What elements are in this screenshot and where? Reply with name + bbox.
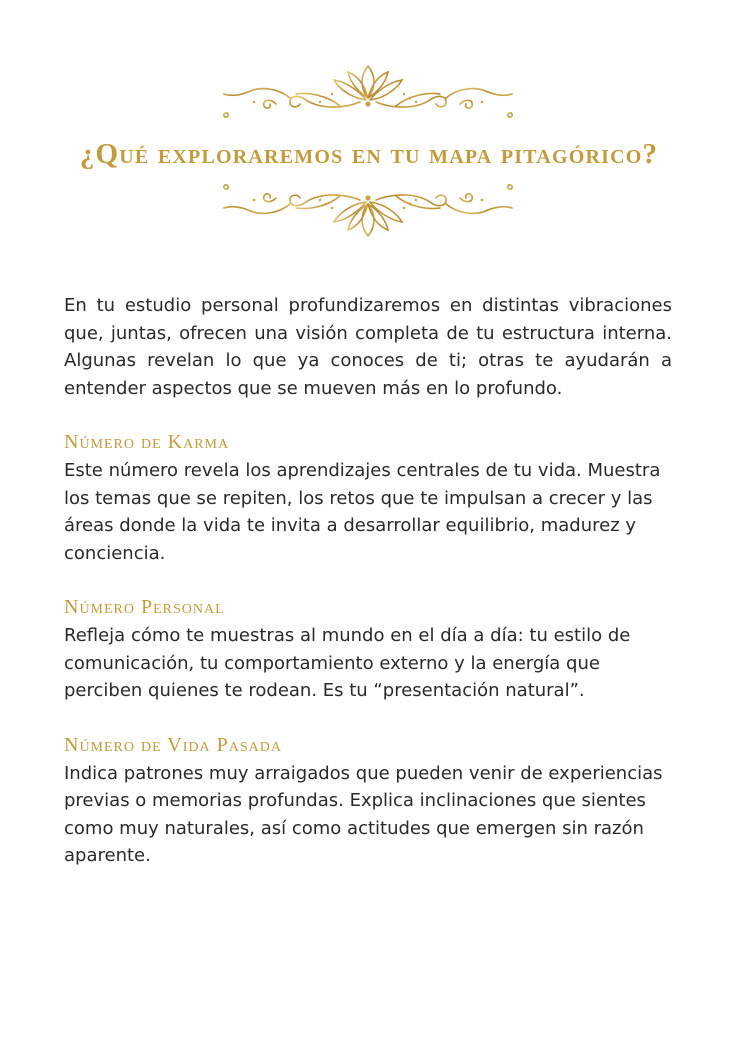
section-karma: [64, 430, 672, 567]
section-heading: Número de Karma: [64, 431, 230, 453]
section-body: Refleja cómo te muestras al mundo en el día a día: tu estilo de comunicación, tu comportamiento externo y la energía que perciben quienes te rodean. Es tu “presentación natural”.: [64, 625, 631, 701]
section-past-life: [64, 733, 672, 870]
section-personal: [64, 595, 672, 705]
section-heading: Número de Vida Pasada: [64, 733, 282, 756]
lotus-ornament-icon: [220, 56, 516, 118]
page-title: ¿Qué exploraremos en tu mapa pitagórico?: [79, 138, 659, 170]
section-heading: Número Personal: [64, 596, 225, 618]
section-body: Este número revela los aprendizajes centrales de tu vida. Muestra los temas que se repiten, los retos que te impulsan a crecer y las áreas donde la vida te invita a desarrollar equilibrio, madurez y conciencia.: [64, 460, 661, 564]
intro-paragraph: En tu estudio personal profundizaremos en distintas vibraciones que, juntas, ofrecen una visión completa de tu estructura interna. Algunas revelan lo que ya conoces de ti; otras te ayudarán a entender aspectos que se mueven más en lo profundo.: [64, 295, 672, 399]
section-body: Indica patrones muy arraigados que pueden venir de experiencias previas o memorias profundas. Explica inclinaciones que sientes como muy naturales, así como actitudes que emergen sin razón aparente.: [64, 762, 663, 866]
lotus-ornament-inverted-icon: [220, 184, 516, 246]
main-content: [64, 292, 672, 870]
